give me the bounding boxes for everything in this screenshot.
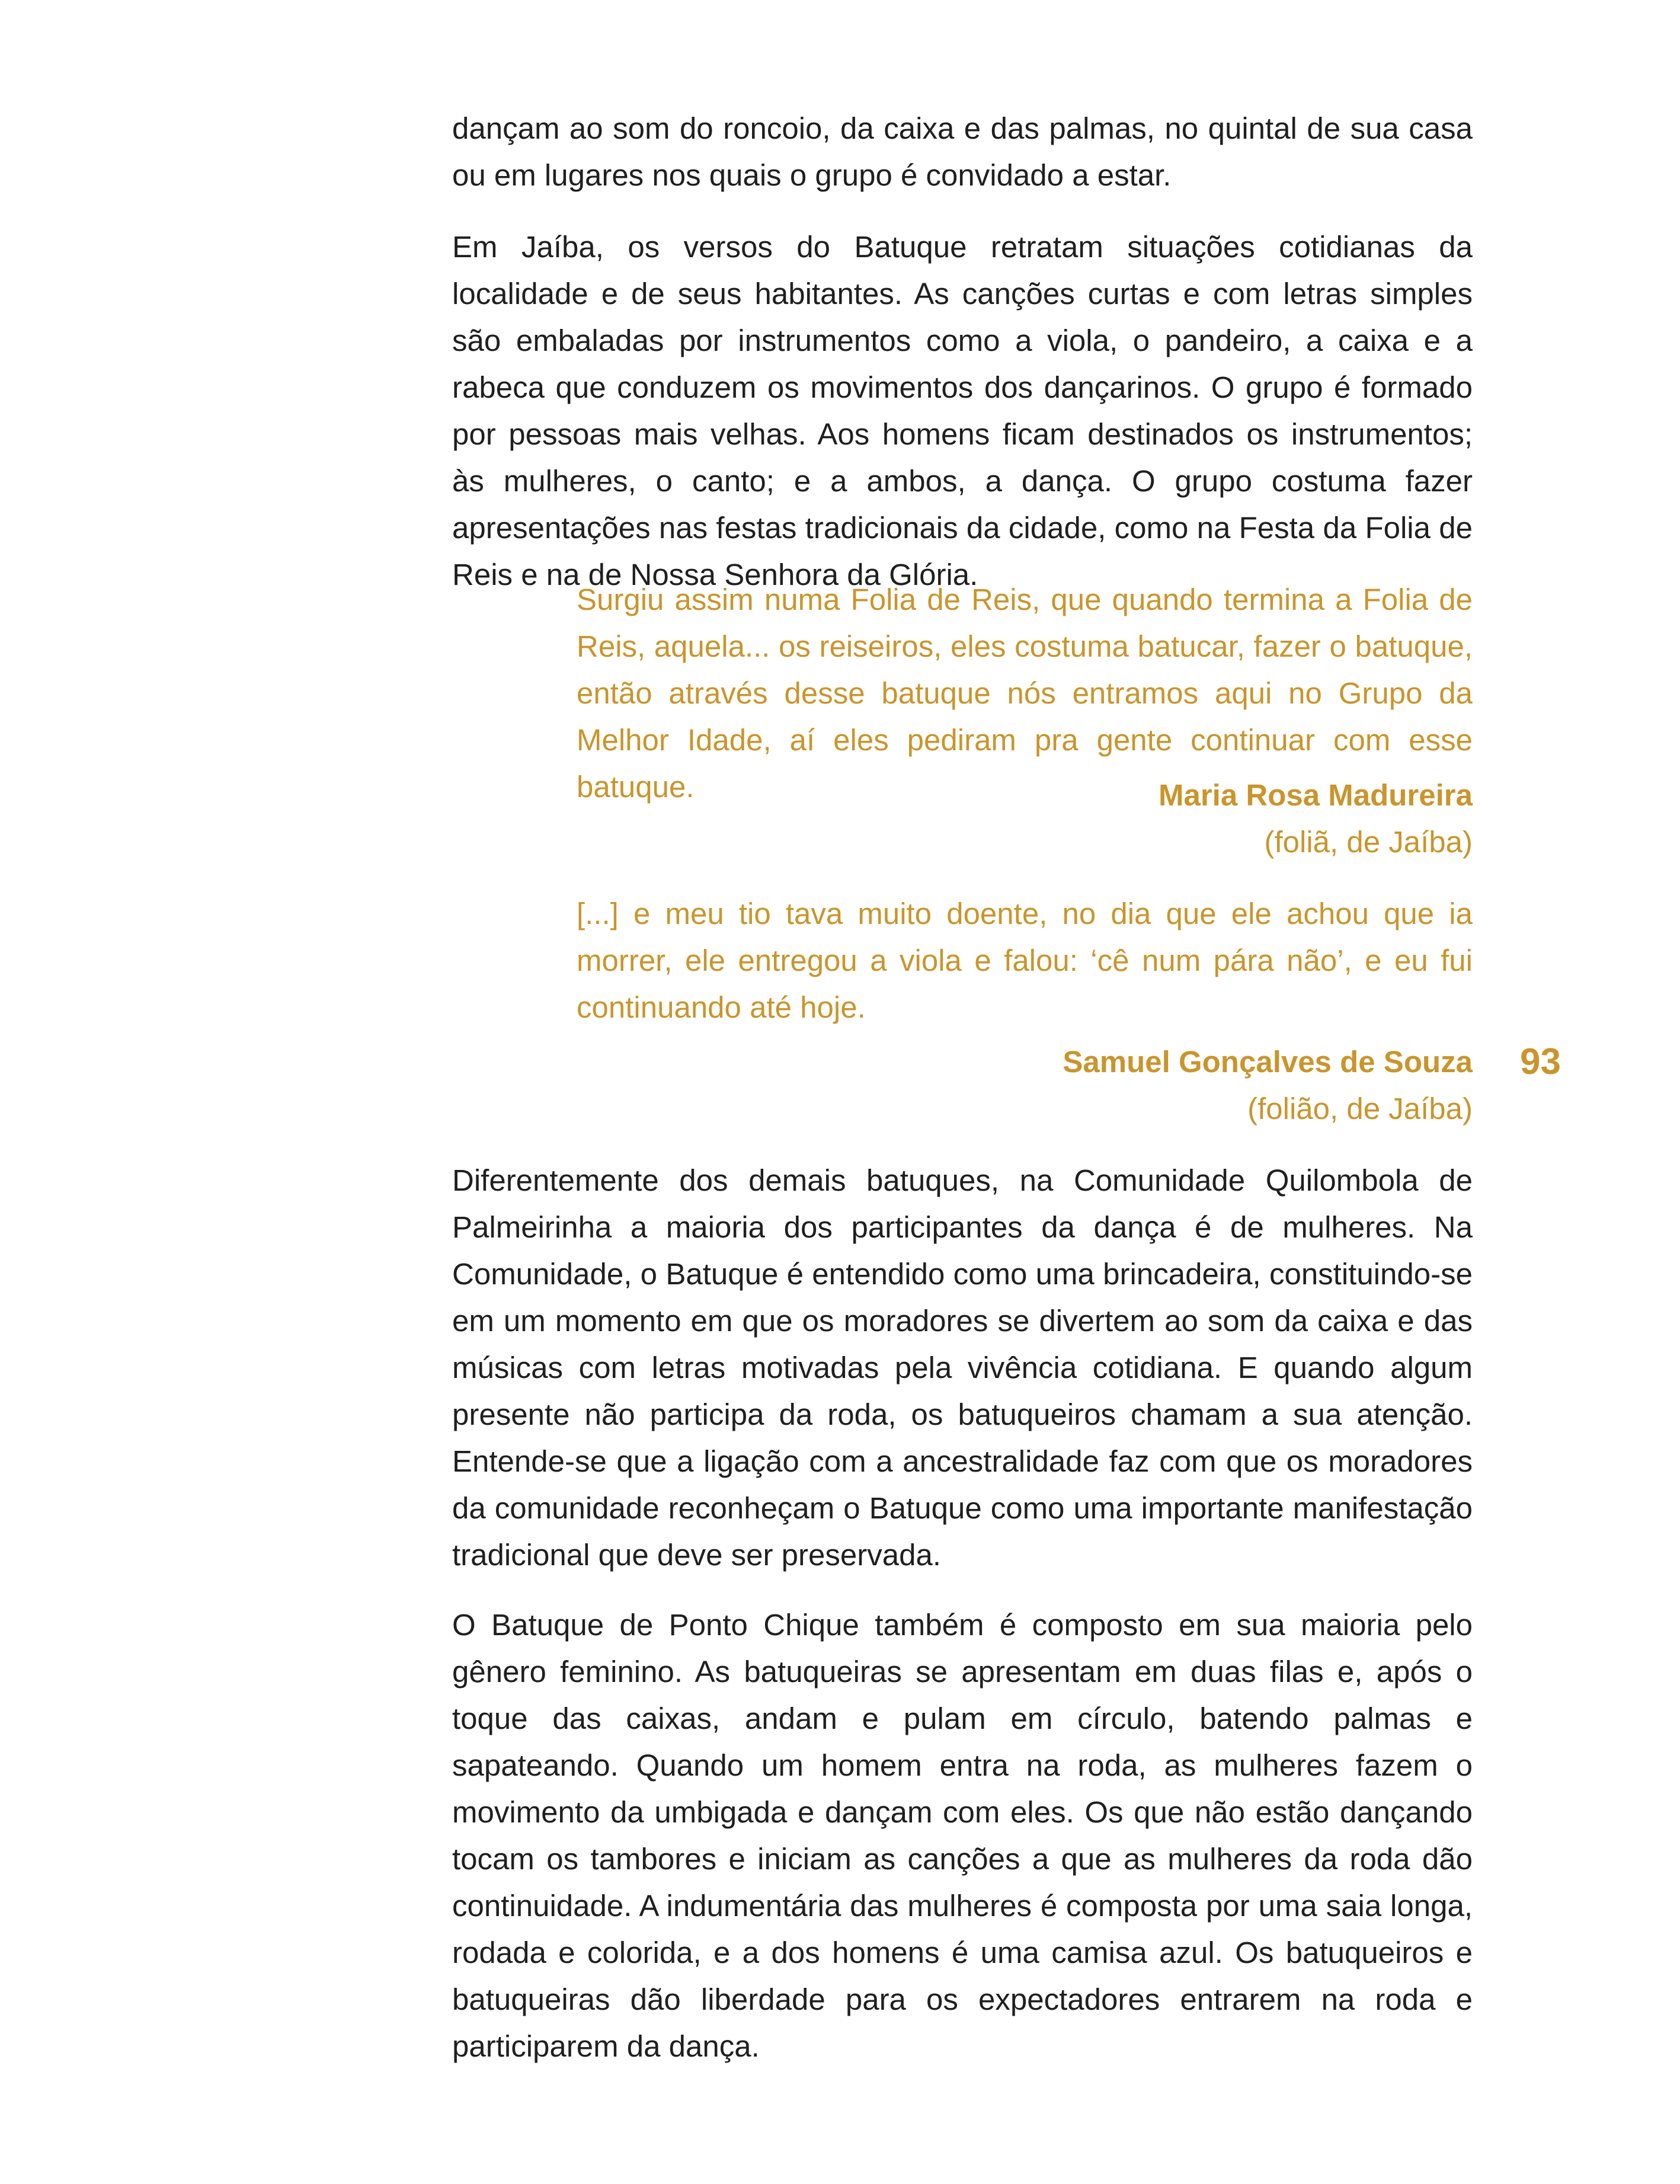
quote-2-text: [...] e meu tio tava muito doente, no dia que ele achou que ia morrer, ele entregou a viola e falou: ‘cê num pára não’, e eu fui continuando até hoje. <box>577 897 1473 1024</box>
paragraph-1: dançam ao som do roncoio, da caixa e das palmas, no quintal de sua casa ou em lugares nos quais o grupo é convidado a estar. <box>452 111 1473 192</box>
quote-1-text: Surgiu assim numa Folia de Reis, que quando termina a Folia de Reis, aquela... os reiseiros, eles costuma batucar, fazer o batuque, então através desse batuque nós entramos aqui no Grupo da Melhor Idade, aí eles pediram pra gente continuar com esse batuque. <box>577 583 1473 804</box>
quote-2-role: (folião, de Jaíba) <box>1247 1092 1473 1125</box>
paragraph-3: Diferentemente dos demais batuques, na Comunidade Quilombola de Palmeirinha a maioria dos participantes da dança é de mulheres. Na Comunidade, o Batuque é entendido como uma brincadeira, constituindo-se em um momento em que os moradores se divertem ao som da caixa e das músicas com letras motivadas pela vivência cotidiana. E quando algum presente não participa da roda, os batuqueiros chamam a sua atenção. Entende-se que a ligação com a ancestralidade faz com que os moradores da comunidade reconheçam o Batuque como uma importante manifestação tradicional que deve ser preservada. <box>452 1163 1473 1572</box>
quote-2-attribution <box>577 1038 1473 1132</box>
quote-2-author: Samuel Gonçalves de Souza <box>1063 1045 1473 1079</box>
paragraph-4: O Batuque de Ponto Chique também é composto em sua maioria pelo gênero feminino. As batuqueiras se apresentam em duas filas e, após o toque das caixas, andam e pulam em círculo, batendo palmas e sapateando. Quando um homem entra na roda, as mulheres fazem o movimento da umbigada e dançam com eles. Os que não estão dançando tocam os tambores e iniciam as canções a que as mulheres da roda dão continuidade. A indumentária das mulheres é composta por uma saia longa, rodada e colorida, e a dos homens é uma camisa azul. Os batuqueiros e batuqueiras dão liberdade para os expectadores entrarem na roda e participarem da dança. <box>452 1608 1473 2063</box>
quote-1-role: (foliã, de Jaíba) <box>1264 825 1473 859</box>
quote-1-attribution <box>577 772 1473 865</box>
page-number: 93 <box>1520 1041 1561 1082</box>
paragraph-2: Em Jaíba, os versos do Batuque retratam situações cotidianas da localidade e de seus habitantes. As canções curtas e com letras simples são embaladas por instrumentos como a viola, o pandeiro, a caixa e a rabeca que conduzem os movimentos dos dançarinos. O grupo é formado por pessoas mais velhas. Aos homens ficam destinados os instrumentos; às mulheres, o canto; e a ambos, a dança. O grupo costuma fazer apresentações nas festas tradicionais da cidade, como na Festa da Folia de Reis e na de Nossa Senhora da Glória. <box>452 230 1473 591</box>
quote-1-author: Maria Rosa Madureira <box>1158 778 1473 812</box>
